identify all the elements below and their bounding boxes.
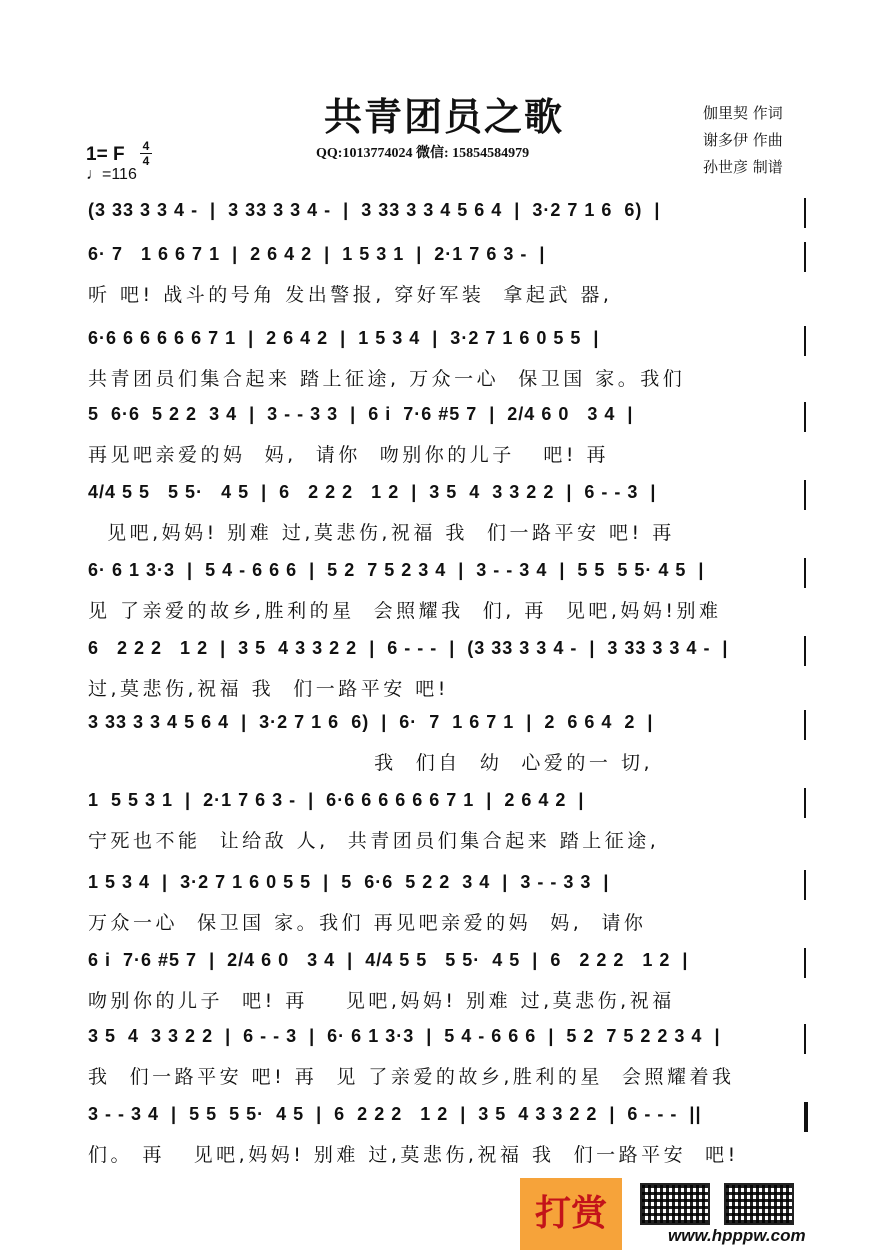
notation-line: 1 5 3 4 | 3·2 7 1 6 0 5 5 | 5 6·6 5 2 2 3 4 | 3 - - 3 3 | [88,872,610,892]
time-signature-top: 4 [142,139,150,153]
score-system [0,244,888,316]
lyric-line: 再见吧亲爱的妈 妈, 请你 吻别你的儿子 吧! 再 [88,444,610,466]
notation-line: 6·6 6 6 6 6 6 7 1 | 2 6 4 2 | 1 5 3 4 | 3·2 7 1 6 0 5 5 | [88,328,600,348]
notation-line: 3 5 4 3 3 2 2 | 6 - - 3 | 6· 6 1 3·3 | 5 4 - 6 6 6 | 5 2 7 5 2 2 3 4 | [88,1026,721,1046]
notation-line: 1 5 5 3 1 | 2·1 7 6 3 - | 6·6 6 6 6 6 6 7 1 | 2 6 4 2 | [88,790,585,810]
barline-end [804,402,806,432]
lyric-line: 共青团员们集合起来 踏上征途, 万众一心 保卫国 家。我们 [88,368,686,390]
lyric-line: 万众一心 保卫国 家。我们 再见吧亲爱的妈 妈, 请你 [88,912,647,934]
website-link[interactable]: www.hpppw.com [668,1226,806,1245]
key-signature: 1= F [86,144,125,165]
qr-code-right [724,1183,794,1225]
lyric-line: 们。 再 见吧,妈妈! 别难 过,莫悲伤,祝福 我 们一路平安 吧! [88,1144,739,1166]
lyric-line: 听 吧! 战斗的号角 发出警报, 穿好军装 拿起武 器, [88,284,613,306]
time-signature [140,140,152,167]
reward-button[interactable]: 打赏 [520,1178,622,1250]
notation-line: (3 33 3 3 4 - | 3 33 3 3 4 - | 3 33 3 3 4 5 6 4 | 3·2 7 1 6 6) | [88,200,661,220]
barline-end [804,1024,806,1054]
notation-line: 4/4 5 5 5 5· 4 5 | 6 2 2 2 1 2 | 3 5 4 3 3 2 2 | 6 - - 3 | [88,482,657,502]
barline-end [804,636,806,666]
notation-line: 3 33 3 3 4 5 6 4 | 3·2 7 1 6 6) | 6· 7 1 6 7 1 | 2 6 6 4 2 | [88,712,654,732]
score-system [0,638,888,710]
barline-end [804,326,806,356]
barline-end [804,1102,808,1132]
score-system [0,1104,888,1176]
credits [703,100,783,181]
score-system [0,1026,888,1098]
barline-end [804,198,806,228]
contact-info: QQ:1013774024 微信: 15854584979 [316,146,530,161]
credit-composer: 谢多伊 作曲 [703,131,783,149]
notation-line: 5 6·6 5 2 2 3 4 | 3 - - 3 3 | 6 i 7·6 #5 7 | 2/4 6 0 3 4 | [88,404,634,424]
lyric-line: 吻别你的儿子 吧! 再 见吧,妈妈! 别难 过,莫悲伤,祝福 [88,990,675,1012]
credit-arranger: 孙世彦 制谱 [703,158,783,176]
score-system [0,790,888,862]
time-signature-bottom: 4 [142,154,150,168]
lyric-line: 宁死也不能 让给敌 人, 共青团员们集合起来 踏上征途, [88,830,660,852]
barline-end [804,710,806,740]
score-system [0,482,888,554]
notation-line: 6· 7 1 6 6 7 1 | 2 6 4 2 | 1 5 3 1 | 2·1 7 6 3 - | [88,244,546,264]
barline-end [804,788,806,818]
page-title: 共青团员之歌 [323,95,564,139]
notation-line: 6 i 7·6 #5 7 | 2/4 6 0 3 4 | 4/4 5 5 5 5· 4 5 | 6 2 2 2 1 2 | [88,950,689,970]
notation-line: 6· 6 1 3·3 | 5 4 - 6 6 6 | 5 2 7 5 2 3 4 | 3 - - 3 4 | 5 5 5 5· 4 5 | [88,560,705,580]
lyric-line: 见吧,妈妈! 别难 过,莫悲伤,祝福 我 们一路平安 吧! 再 [88,522,675,544]
score-system [0,328,888,400]
barline-end [804,948,806,978]
score-system [0,560,888,632]
credit-lyricist: 伽里契 作词 [703,104,783,122]
barline-end [804,480,806,510]
lyric-line: 我 们一路平安 吧! 再 见 了亲爱的故乡,胜利的星 会照耀着我 [88,1066,735,1088]
barline-end [804,870,806,900]
score-system [0,712,888,784]
barline-end [804,242,806,272]
tempo-marking: ♩=116 [86,166,137,183]
notation-line: 3 - - 3 4 | 5 5 5 5· 4 5 | 6 2 2 2 1 2 | 3 5 4 3 3 2 2 | 6 - - - || [88,1104,702,1124]
notation-line: 6 2 2 2 1 2 | 3 5 4 3 3 2 2 | 6 - - - | (3 33 3 3 4 - | 3 33 3 3 4 - | [88,638,729,658]
lyric-line: 见 了亲爱的故乡,胜利的星 会照耀我 们, 再 见吧,妈妈!别难 [88,600,722,622]
lyric-line: 过,莫悲伤,祝福 我 们一路平安 吧! [88,678,449,700]
qr-code-left [640,1183,710,1225]
score-system [0,950,888,1022]
score-system [0,872,888,944]
score-system [0,404,888,476]
barline-end [804,558,806,588]
lyric-line: 我 们自 幼 心爱的一 切, [88,752,654,774]
